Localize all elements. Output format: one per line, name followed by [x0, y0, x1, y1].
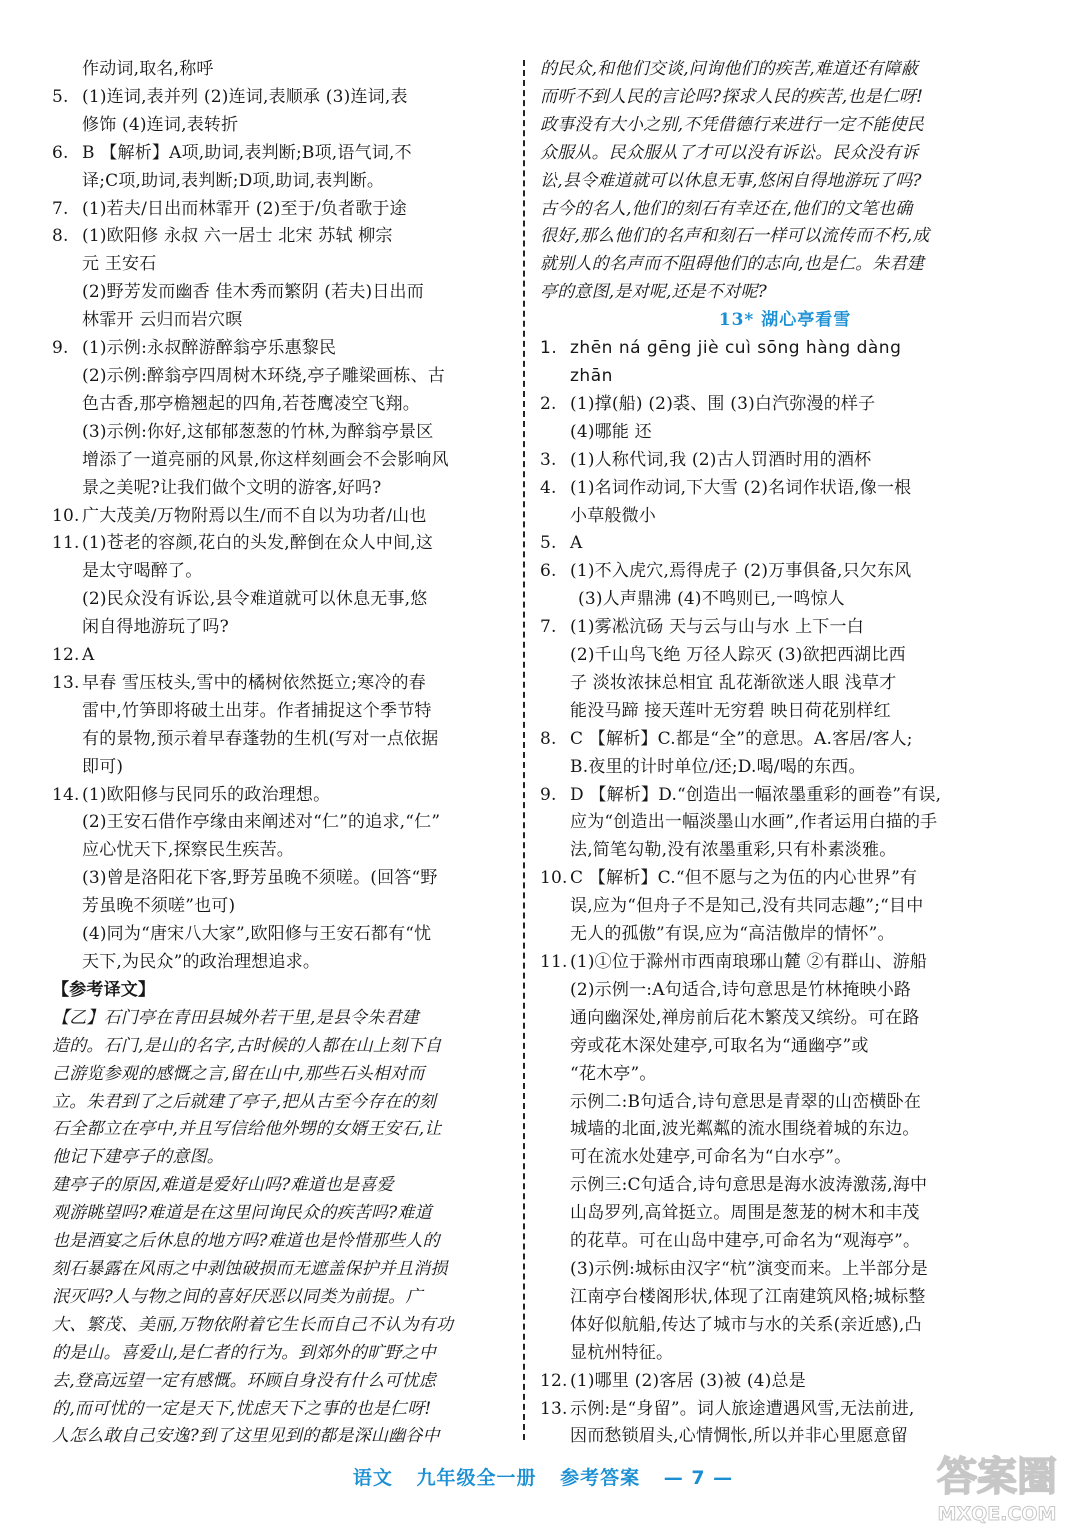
right-line	[540, 1172, 1000, 1200]
line-text: (1)名词作动词,下大雪 (2)名词作状语,像一根	[570, 477, 912, 498]
right-line	[540, 503, 1000, 531]
left-column	[52, 56, 508, 1451]
left-line	[52, 1396, 508, 1424]
right-line	[540, 865, 1000, 893]
item-number: 8.	[540, 728, 557, 749]
line-text: 城墙的北面,波光粼粼的流水围绕着城的东边。	[570, 1119, 920, 1140]
item-number: 5.	[52, 86, 69, 107]
right-line	[540, 1312, 1000, 1340]
left-line	[52, 419, 508, 447]
left-line	[52, 1368, 508, 1396]
line-text: 即可)	[82, 756, 124, 777]
line-text: (3)曾是洛阳花下客,野芳虽晚不须嗟。(回答“野	[82, 868, 438, 889]
left-line	[52, 977, 508, 1005]
line-text: (1)若夫/日出而林霏开 (2)至于/负者歌于途	[82, 198, 407, 219]
line-text: “花木亭”。	[570, 1063, 657, 1084]
item-number: 11.	[540, 952, 568, 972]
right-line	[540, 949, 1000, 977]
line-text: 的是山。喜爱山,是仁者的行为。到郊外的旷野之中	[52, 1342, 437, 1363]
left-line	[52, 84, 508, 112]
line-text: 就别人的名声而不阻碍他们的志向,也是仁。朱君建	[540, 254, 925, 275]
left-line	[52, 726, 508, 754]
left-line	[52, 503, 508, 531]
left-line	[52, 754, 508, 782]
item-number: 5.	[540, 533, 557, 554]
item-number: 2.	[540, 393, 557, 414]
right-line	[540, 1200, 1000, 1228]
left-line	[52, 1144, 508, 1172]
line-text: 法,简笔勾勒,没有浓墨重彩,只有朴素淡雅。	[570, 840, 897, 861]
item-number: 4.	[540, 477, 557, 498]
left-line	[52, 782, 508, 810]
line-text: 天下,为民众”的政治理想追求。	[82, 952, 321, 972]
footer-page-number: — 7 —	[663, 1467, 734, 1489]
right-line	[540, 168, 1000, 196]
item-number: 6.	[540, 561, 557, 582]
right-line	[540, 112, 1000, 140]
left-line	[52, 56, 508, 84]
line-text: C 【解析】C.都是“全”的意思。A.客居/客人;	[570, 728, 913, 749]
line-text: 修饰 (4)连词,表转折	[82, 114, 239, 135]
line-text: 示例二:B句适合,诗句意思是青翠的山峦横卧在	[570, 1091, 922, 1112]
line-text: (1)①位于滁州市西南琅琊山麓 ②有群山、游船	[570, 952, 928, 972]
line-text: 而听不到人民的言论吗?探求人民的疾苦,也是仁呀!	[540, 86, 924, 107]
item-number: 7.	[540, 617, 557, 638]
right-line	[540, 475, 1000, 503]
line-text: 立。朱君到了之后就建了亭子,把从古至今存在的刻	[52, 1091, 437, 1112]
left-line	[52, 614, 508, 642]
line-text: (2)示例一:A句适合,诗句意思是竹林掩映小路	[570, 979, 912, 1000]
left-line	[52, 307, 508, 335]
line-text: (2)王安石借作亭缘由来阐述对“仁”的追求,“仁”	[82, 812, 441, 833]
left-line	[52, 893, 508, 921]
right-line	[540, 84, 1000, 112]
line-text: 建亭子的原因,难道是爱好山吗?难道也是喜爱	[52, 1175, 394, 1196]
left-line	[52, 1005, 508, 1033]
item-number: 9.	[52, 338, 69, 359]
line-text: 是太守喝醉了。	[82, 561, 203, 582]
line-text: 很好,那么他们的名声和刻石一样可以流传而不朽,成	[540, 226, 930, 247]
right-line	[540, 614, 1000, 642]
line-text: (1)示例:永叔醉游醉翁亭乐惠黎民	[82, 338, 337, 359]
left-line	[52, 530, 508, 558]
left-line	[52, 335, 508, 363]
right-line	[540, 1144, 1000, 1172]
right-line	[540, 363, 1000, 391]
left-line	[52, 1228, 508, 1256]
right-line	[540, 1256, 1000, 1284]
left-line	[52, 1033, 508, 1061]
line-text: 景之美呢?让我们做个文明的游客,好吗?	[82, 477, 382, 498]
line-text: 雷中,竹笋即将破土出芽。作者捕捉这个季节特	[82, 700, 432, 721]
right-line	[540, 1228, 1000, 1256]
right-line	[540, 893, 1000, 921]
line-text: 【参考译文】	[52, 979, 156, 1000]
right-line	[540, 447, 1000, 475]
line-text: 去,登高远望一定有感慨。环顾自身没有什么可忧虑	[52, 1370, 437, 1391]
footer-grade: 九年级全一册	[416, 1467, 537, 1489]
line-text: 能没马蹄 接天莲叶无穷碧 映日荷花别样红	[570, 700, 891, 721]
item-number: 12.	[540, 1370, 568, 1391]
left-line	[52, 1200, 508, 1228]
line-text: 增添了一道亮丽的风景,你这样刻画会不会影响风	[82, 449, 449, 470]
line-text: zhēn ná gēng jiè cuì sōng hàng dàng	[570, 338, 902, 359]
line-text: 的民众,和他们交谈,问询他们的疾苦,难道还有障蔽	[540, 59, 919, 79]
left-line	[52, 1312, 508, 1340]
right-column	[540, 56, 1000, 1451]
right-line	[540, 251, 1000, 279]
line-text: 示例三:C句适合,诗句意思是海水波涛激荡,海中	[570, 1175, 928, 1196]
right-line	[540, 726, 1000, 754]
line-text: (3)示例:你好,这郁郁葱葱的竹林,为醉翁亭景区	[82, 421, 434, 442]
line-text: 应为“创造出一幅淡墨山水画”,作者运用白描的手	[570, 812, 938, 833]
line-text: 作动词,取名,称呼	[82, 59, 214, 79]
line-text: B 【解析】A项,助词,表判断;B项,语气词,不	[82, 142, 412, 163]
line-text: (1)雾凇沆砀 天与云与山与水 上下一白	[570, 617, 864, 638]
line-text: 色古香,那亭檐翘起的四角,若苍鹰凌空飞翔。	[82, 393, 421, 414]
right-line	[540, 670, 1000, 698]
right-line	[540, 530, 1000, 558]
left-line	[52, 168, 508, 196]
right-line	[540, 809, 1000, 837]
item-number: 14.	[52, 784, 80, 805]
left-line	[52, 140, 508, 168]
left-line	[52, 1284, 508, 1312]
right-line	[540, 754, 1000, 782]
right-line	[540, 782, 1000, 810]
item-number: 13.	[52, 672, 80, 693]
line-text: 广大茂美/万物附焉以生/而不自以为功者/山也	[82, 505, 427, 526]
line-text: (1)人称代词,我 (2)古人罚酒时用的酒杯	[570, 449, 872, 470]
right-line	[540, 558, 1000, 586]
line-text: 子 淡妆浓抹总相宜 乱花渐欲迷人眼 浅草才	[570, 672, 897, 693]
line-text: 的,而可忧的一定是天下,忧虑天下之事的也是仁呀!	[52, 1398, 432, 1419]
line-text: (1)苍老的容颜,花白的头发,醉倒在众人中间,这	[82, 533, 434, 554]
line-text: 他记下建亭子的意图。	[52, 1147, 224, 1168]
left-line	[52, 586, 508, 614]
left-line	[52, 1089, 508, 1117]
line-text: 泯灭吗?人与物之间的喜好厌恶以同类为前提。广	[52, 1286, 423, 1307]
line-text: (1)不入虎穴,焉得虎子 (2)万事俱备,只欠东风	[570, 561, 912, 582]
line-text: 山岛罗列,高耸挺立。周围是葱茏的树木和丰茂	[570, 1203, 920, 1224]
watermark-main: 答案圈	[937, 1454, 1057, 1500]
column-divider	[523, 60, 525, 1440]
item-number: 9.	[540, 784, 557, 805]
right-line	[540, 1005, 1000, 1033]
right-line	[540, 1089, 1000, 1117]
line-text: 旁或花木深处建亭,可取名为“通幽亭”或	[570, 1035, 869, 1056]
left-line	[52, 363, 508, 391]
line-text: B.夜里的计时单位/还;D.喝/喝的东西。	[570, 756, 866, 777]
left-line	[52, 196, 508, 224]
line-text: (2)野芳发而幽香 佳木秀而繁阴 (若夫)日出而	[82, 282, 424, 303]
footer-subject: 语文	[352, 1467, 393, 1489]
line-text: 也是酒宴之后休息的地方吗?难道也是怜惜那些人的	[52, 1231, 440, 1252]
left-line	[52, 837, 508, 865]
right-line	[540, 921, 1000, 949]
item-number: 10.	[52, 505, 80, 526]
line-text: 通向幽深处,禅房前后花木繁茂又缤纷。可在路	[570, 1007, 920, 1028]
line-text: 石全都立在亭中,并且写信给他外甥的女婿王安石,让	[52, 1119, 442, 1140]
line-text: (1)欧阳修与民同乐的政治理想。	[82, 784, 331, 805]
right-line	[540, 698, 1000, 726]
line-text: 人怎么敢自己安逸?到了这里见到的都是深山幽谷中	[52, 1426, 440, 1447]
item-number: 12.	[52, 645, 80, 666]
footer-label: 参考答案	[560, 1467, 641, 1489]
line-text: zhān	[570, 365, 613, 386]
line-text: (2)示例:醉翁亭四周树木环绕,亭子雕梁画栋、古	[82, 365, 446, 386]
item-number: 8.	[52, 226, 69, 247]
line-text: 示例:是“身留”。词人旅途遭遇风雪,无法前进,	[570, 1398, 915, 1419]
left-line	[52, 391, 508, 419]
right-line	[540, 1396, 1000, 1424]
line-text: (3)人声鼎沸 (4)不鸣则已,一鸣惊人	[578, 589, 845, 610]
line-text: (1)连词,表并列 (2)连词,表顺承 (3)连词,表	[82, 86, 408, 107]
watermark-logo	[922, 1438, 1072, 1528]
line-text: 误,应为“但舟子不是知己,没有共同志趣”;“目中	[570, 896, 924, 917]
line-text: 江南亭台楼阁形状,体现了江南建筑风格;城标整	[570, 1286, 926, 1307]
left-line	[52, 475, 508, 503]
left-line	[52, 1061, 508, 1089]
left-line	[52, 1423, 508, 1451]
right-line	[540, 391, 1000, 419]
line-text: 元 王安石	[82, 254, 157, 275]
line-text: 讼,县令难道就可以休息无事,悠闲自得地游玩了吗?	[540, 170, 922, 191]
item-number: 10.	[540, 868, 568, 889]
line-text: 众服从。民众服从了才可以没有诉讼。民众没有诉	[540, 142, 919, 163]
item-number: 6.	[52, 142, 69, 163]
line-text: (1)撑(船) (2)裘、围 (3)白汽弥漫的样子	[570, 393, 876, 414]
item-number: 7.	[52, 198, 69, 219]
line-text: 的花草。可在山岛中建亭,可命名为“观海亭”。	[570, 1231, 921, 1252]
right-line	[540, 56, 1000, 84]
right-line	[540, 1284, 1000, 1312]
item-number: 3.	[540, 449, 557, 470]
right-line	[540, 1116, 1000, 1144]
right-line	[540, 223, 1000, 251]
item-number: 13.	[540, 1398, 568, 1419]
line-text: D 【解析】D.“创造出一幅浓墨重彩的画卷”有误,	[570, 784, 942, 805]
left-line	[52, 279, 508, 307]
line-text: 政事没有大小之别,不凭借德行来进行一定不能使民	[540, 114, 925, 135]
right-line	[540, 1033, 1000, 1061]
line-text: 林霏开 云归而岩穴暝	[82, 310, 243, 331]
right-line	[540, 419, 1000, 447]
right-line	[540, 307, 1000, 335]
line-text: 应心忧天下,探察民生疾苦。	[82, 840, 295, 861]
right-line	[540, 196, 1000, 224]
left-line	[52, 698, 508, 726]
line-text: 亭的意图,是对呢,还是不对呢?	[540, 282, 767, 303]
line-text: (2)民众没有诉讼,县令难道就可以休息无事,悠	[82, 589, 428, 610]
line-text: A	[570, 533, 583, 554]
line-text: 早春 雪压枝头,雪中的橘树依然挺立;寒冷的春	[82, 672, 426, 693]
left-line	[52, 1172, 508, 1200]
right-line	[540, 335, 1000, 363]
left-line	[52, 809, 508, 837]
line-text: 芳虽晚不须嗟”也可)	[82, 896, 236, 917]
line-text: 可在流水处建亭,可命名为“白水亭”。	[570, 1147, 852, 1168]
left-line	[52, 949, 508, 977]
item-number: 1.	[540, 338, 558, 359]
line-text: (1)哪里 (2)客居 (3)被 (4)总是	[570, 1370, 806, 1391]
line-text: 刻石暴露在风雨之中剥蚀破损而无遮盖保护并且消损	[52, 1258, 448, 1279]
right-line	[540, 140, 1000, 168]
line-text: 古今的名人,他们的刻石有幸还在,他们的文笔也确	[540, 198, 913, 219]
line-text: (3)示例:城标由汉字“杭”演变而来。上半部分是	[570, 1258, 928, 1279]
line-text: 造的。石门,是山的名字,古时候的人都在山上刻下自	[52, 1035, 442, 1056]
line-text: 大、繁茂、美丽,万物依附着它生长而自己不认为有功	[52, 1314, 454, 1335]
watermark-url: MXQE.COM	[937, 1503, 1057, 1525]
line-text: 无人的孤傲”有误,应为“高洁傲岸的情怀”。	[570, 924, 895, 945]
line-text: 因而愁锁眉头,心情惆怅,所以并非心里愿意留	[570, 1426, 909, 1447]
left-line	[52, 1340, 508, 1368]
line-text: A	[82, 645, 95, 666]
line-text: (4)同为“唐宋八大家”,欧阳修与王安石都有“忧	[82, 924, 432, 945]
right-line	[540, 586, 1000, 614]
left-line	[52, 670, 508, 698]
line-text: 【乙】石门亭在青田县城外若干里,是县令朱君建	[52, 1007, 419, 1028]
left-line	[52, 865, 508, 893]
line-text: (2)千山鸟飞绝 万径人踪灭 (3)欲把西湖比西	[570, 645, 906, 666]
line-text: 己游览参观的感慨之言,留在山中,那些石头相对而	[52, 1063, 425, 1084]
left-line	[52, 921, 508, 949]
left-line	[52, 642, 508, 670]
line-text: 闲自得地游玩了吗?	[82, 617, 229, 638]
left-line	[52, 251, 508, 279]
right-line	[540, 1368, 1000, 1396]
right-line	[540, 837, 1000, 865]
line-text: C 【解析】C.“但不愿与之为伍的内心世界”有	[570, 868, 918, 889]
right-line	[540, 279, 1000, 307]
line-text: (4)哪能 还	[570, 421, 652, 442]
line-text: 观游眺望吗?难道是在这里问询民众的疾苦吗?难道	[52, 1203, 432, 1224]
right-line	[540, 977, 1000, 1005]
line-text: 有的景物,预示着早春蓬勃的生机(写对一点依据	[82, 728, 439, 749]
left-line	[52, 1256, 508, 1284]
line-text: (1)欧阳修 永叔 六一居士 北宋 苏轼 柳宗	[82, 226, 393, 247]
left-line	[52, 447, 508, 475]
right-line	[540, 1061, 1000, 1089]
right-line	[540, 1340, 1000, 1368]
left-line	[52, 223, 508, 251]
left-line	[52, 558, 508, 586]
right-line	[540, 642, 1000, 670]
line-text: 显杭州特征。	[570, 1342, 674, 1363]
line-text: 译;C项,助词,表判断;D项,助词,表判断。	[82, 170, 385, 191]
left-line	[52, 112, 508, 140]
item-number: 11.	[52, 533, 80, 554]
line-text: 体好似航船,传达了城市与水的关系(亲近感),凸	[570, 1314, 922, 1335]
line-text: 13* 湖心亭看雪	[718, 310, 852, 331]
line-text: 小草般微小	[570, 505, 656, 526]
left-line	[52, 1116, 508, 1144]
